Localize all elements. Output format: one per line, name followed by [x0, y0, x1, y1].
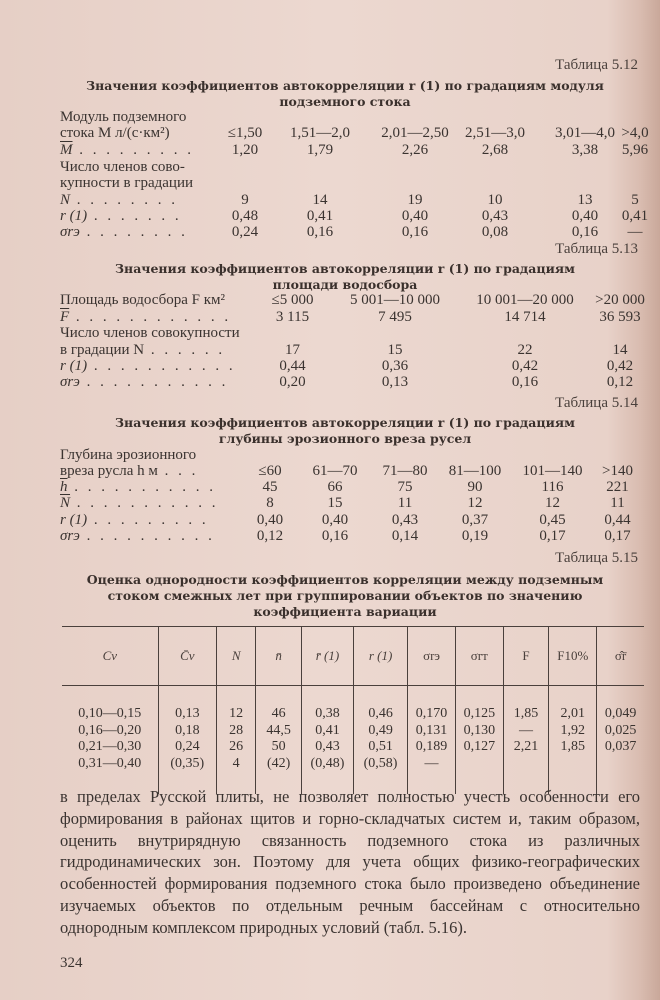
table-header-row: Cv C̄v N n̄ r̄ (1) r (1) σrэ σrт F F10% σ̂r̄	[62, 627, 644, 686]
table-title: Значения коэффициентов автокорреляции r (1) по градациям модуля подземного стока	[86, 78, 604, 109]
table-number: Таблица 5.15	[555, 550, 638, 566]
page-number: 324	[60, 955, 83, 971]
table-title: Значения коэффициентов автокорреляции r (1) по градациям площади водосбора	[115, 261, 575, 292]
table-5-15	[62, 626, 644, 794]
table-row: 0,31—0,40 (0,35) 4 (42) (0,48) (0,58) —	[62, 756, 644, 795]
table-number: Таблица 5.13	[555, 241, 638, 257]
table-title: Оценка однородности коэффициентов корреляции между подземным стоком смежных лет при группировании объектов по значению коэффициента вариации	[86, 572, 604, 619]
body-paragraph: в пределах Русской плиты, не позволяет полностью учесть особенности его формирования в районах щитов и горно-складчатых систем и, таким образом, оценить внутрирядную связанность подземного стока из различных гидродинамических зон. Поэтому для учета общих физико-географических особенностей формирования подземного стока было произведено объединение изучаемых объектов по отдельным речным бассейнам с относительно однородным комплексом природных условий (табл. 5.16).	[60, 787, 640, 937]
table-row: 0,16—0,20 0,18 28 44,5 0,41 0,49 0,131 0,130 — 1,92 0,025	[62, 723, 644, 740]
table-number: Таблица 5.12	[555, 57, 638, 73]
table-title: Значения коэффициентов автокорреляции r (1) по градациям глубины эрозионного вреза русел	[115, 415, 575, 446]
table-number: Таблица 5.14	[555, 395, 638, 411]
table-row: 0,21—0,30 0,24 26 50 0,43 0,51 0,189 0,127 2,21 1,85 0,037	[62, 739, 644, 756]
table-row: 0,10—0,15 0,13 12 46 0,38 0,46 0,170 0,125 1,85 2,01 0,049	[62, 686, 644, 723]
book-page: Таблица 5.12 Значения коэффициентов автокорреляции r (1) по градациям модуля подземного стока Модуль подземного стока M л/(с·км²) ≤1,50 1,51—2,0 2,01—2,50 2,51—3,0 3,01—4,0 >4,0 $\overline{M}$ . . . . . . . . . 1,20 1,79 2,26 2,68 3,38 5,96 Число членов сово- купности в градации N . . . . . . . . 9 14 19 10 13 5 r (1) . . . . . . . 0,48 0,41 0,40 0,43 0,40 0,41 σrэ . . . . . . . . 0,24 0,16 0,16 0,08 0,16 — Таблица 5.13 Значения коэффициентов автокорреляции r (1) по градациям площади водосбора Площадь водосбора F км² ≤5 000 5 001—10 000 10 001—20 000 >20 000 $\overline{F}$ . . . . . . . . . . . . 3 115 7 495 14 714 36 593 Число членов совокупности в градации N . . . . . . 17 15 22 14 r (1) . . . . . . . . . . . 0,44 0,36 0,42 0,42 σrэ . . . . . . . . . . . 0,20 0,13 0,16 0,12 Таблица 5.14 Значения коэффициентов автокорреляции r (1) по градациям глубины эрозионного вреза русел Глубина эрозионного вреза русла h м . . . ≤60 61—70 71—80 81—100 101—140 >140 $\overline{h}$ . . . . . . . . . . . 45 66 75 90 116 221 $\overline{N}$ . . . . . . . . . . . 8 15 11 12 12 11 r (1) . . . . . . . . . 0,40 0,40 0,43 0,37 0,45 0,44 σrэ . . . . . . . . . . 0,12 0,16 0,14 0,19 0,17 0,17 Таблица 5.15 Оценка однородности коэффициентов корреляции между подземным стоком смежных лет при группировании объектов по значению коэффициента вариации Cv C̄v N n̄ r̄ (1) r (1) σrэ σrт F F10% σ̂r̄ 0,10—0,15 0,13 12 46 0,38 0,46 0,170 0,125 1,85 2,01 0,049 0,16—0,20 0,18 28 44,5 0,41 0,49 0,131 0,130 — 1,92 0,025 0,21—0,30 0,24 26 50 0,43 0,51 0,189 0,127 2,21 1,85 0,037 0,31—0,40 (0,35) 4 (42) (0,48) (0,58) — в пределах Русской плиты, не позволяет полностью учесть особенности его формирования в районах щитов и горно-складчатых систем и, таким образом, оценить внутрирядную связанность подземного стока из различных гидродинамических зон. Поэтому для учета общих физико-географических особенностей формирования подземного стока было произведено объединение изучаемых объектов по отдельным речным бассейнам с относительно однородным комплексом природных условий (табл. 5.16). 324	[0, 0, 660, 1000]
